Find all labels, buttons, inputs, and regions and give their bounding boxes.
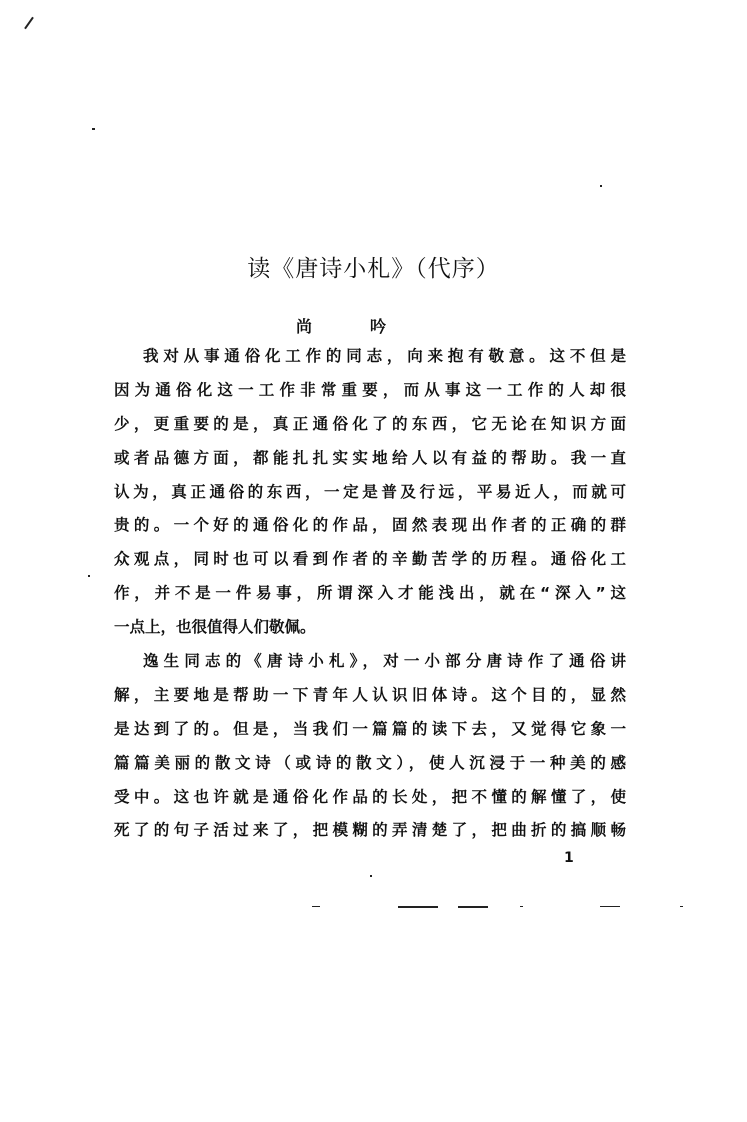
scan-mark [398, 906, 438, 908]
body-text [114, 340, 626, 848]
scan-mark [600, 185, 602, 187]
scan-mark [312, 906, 320, 907]
text-line: 死了的句子活过来了，把模糊的弄清楚了，把曲折的搞顺畅 [114, 821, 626, 840]
scan-mark [520, 906, 523, 907]
text-line: 或者品德方面，都能扎扎实实地给人以有益的帮助。我一直 [114, 448, 626, 467]
text-line: 因为通俗化这一工作非常重要，而从事这一工作的人却很 [114, 380, 626, 399]
scan-mark [680, 906, 683, 907]
scan-mark [370, 875, 372, 877]
text-line: 篇篇美丽的散文诗（或诗的散文），使人沉浸于一种美的感 [114, 753, 626, 772]
text-line: 众观点，同时也可以看到作者的辛勤苦学的历程。通俗化工 [114, 550, 626, 569]
author-given-name: 吟 [369, 317, 386, 336]
text-line: 解，主要地是帮助一下青年人认识旧体诗。这个目的，显然 [114, 685, 626, 704]
author-surname: 尚 [296, 317, 313, 336]
text-line: 少，更重要的是，真正通俗化了的东西，它无论在知识方面 [114, 414, 626, 433]
scan-mark [92, 128, 95, 130]
text-line: 认为，真正通俗的东西，一定是普及行远，平易近人，而就可 [114, 482, 626, 501]
scan-mark [24, 17, 34, 30]
text-line: 逸生同志的《唐诗小札》，对一小部分唐诗作了通俗讲 [143, 652, 626, 671]
scan-mark [88, 575, 90, 577]
author [296, 314, 386, 337]
text-line: 贵的。一个好的通俗化的作品，固然表现出作者的正确的群 [114, 516, 626, 535]
page-title: 读《唐诗小札》（代序） [247, 256, 500, 282]
text-line: 一点上，也很值得人们敬佩。 [114, 618, 316, 637]
scan-mark [458, 906, 488, 908]
scan-mark [600, 906, 620, 907]
text-line: 受中。这也许就是通俗化作品的长处，把不懂的解懂了，使 [114, 787, 626, 806]
text-line: 作，并不是一件易事，所谓深入才能浅出，就在“深入”这 [114, 584, 626, 603]
text-line: 我对从事通俗化工作的同志，向来抱有敬意。这不但是 [143, 347, 626, 365]
text-line: 是达到了的。但是，当我们一篇篇的读下去，又觉得它象一 [114, 719, 626, 738]
page-number: 1 [564, 850, 574, 866]
